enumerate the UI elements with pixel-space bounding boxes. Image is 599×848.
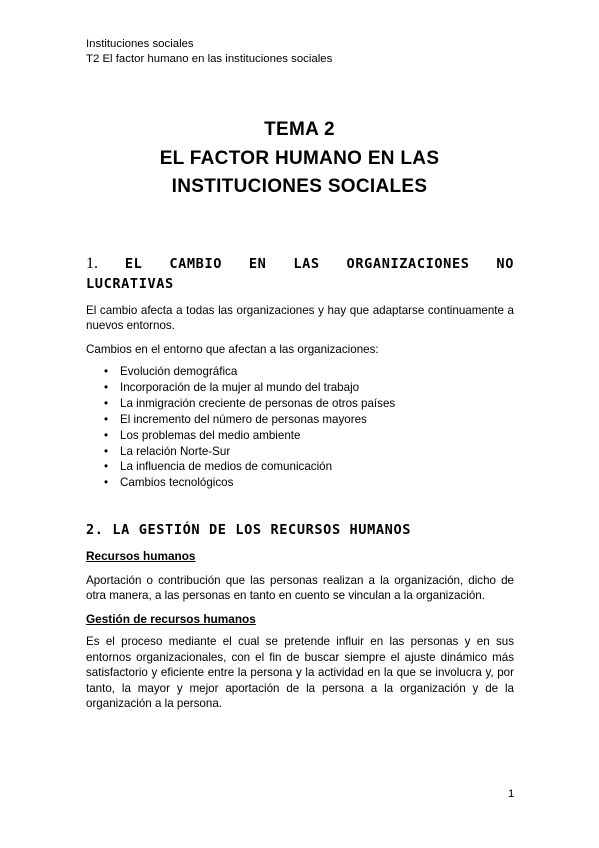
bullet-icon: • (104, 460, 109, 474)
list-item: • Incorporación de la mujer al mundo del trabajo (104, 380, 360, 394)
list-item: • La influencia de medios de comunicación (104, 460, 333, 474)
header-course-title: Instituciones sociales (86, 38, 194, 50)
section-1-heading (86, 254, 514, 294)
page-number: 1 (508, 788, 515, 800)
list-item: • El incremento del número de personas mayores (104, 412, 367, 426)
title-line-2: EL FACTOR HUMANO EN LAS (159, 147, 440, 169)
bullet-icon: • (104, 476, 109, 490)
list-item: • Los problemas del medio ambiente (104, 428, 301, 442)
section-1-paragraph-1: El cambio afecta a todas las organizaciones y hay que adaptarse continuamente a nuevos entornos. (86, 304, 514, 333)
document-title (0, 116, 599, 202)
list-item: • Evolución demográfica (104, 365, 238, 378)
section-1-heading-text: EL CAMBIO EN LAS ORGANIZACIONES NO LUCRATIVAS (86, 256, 514, 292)
running-header (86, 37, 332, 66)
bullet-icon: • (104, 380, 109, 394)
bullet-icon: • (104, 444, 109, 458)
title-line-1: TEMA 2 (264, 119, 335, 140)
bullet-icon: • (104, 428, 109, 442)
section-2-paragraph-2: Es el proceso mediante el cual se pretende influir en las personas y en sus entornos organizacionales, con el fin de buscar siempre el ajuste dinámico más satisfactorio y eficiente entre la persona y la actividad en la que se involucra y, por tanto, la mayor y mejor aportación de la persona a la organización y de la organización a la persona. (86, 635, 514, 711)
bullet-icon: • (104, 396, 109, 410)
bullet-icon: • (104, 365, 109, 378)
section-1-number: 1. (86, 255, 98, 272)
section-2-heading: 2. LA GESTIÓN DE LOS RECURSOS HUMANOS (86, 522, 412, 538)
header-topic-title: T2 El factor humano en las instituciones sociales (86, 52, 333, 65)
list-item: • La relación Norte-Sur (104, 444, 231, 458)
title-line-3: INSTITUCIONES SOCIALES (171, 176, 428, 197)
list-item: • La inmigración creciente de personas de otros países (104, 396, 396, 410)
subheading-recursos-humanos: Recursos humanos (86, 549, 196, 563)
environment-changes-list (104, 364, 395, 491)
section-1-paragraph-2: Cambios en el entorno que afectan a las organizaciones: (86, 343, 379, 356)
bullet-icon: • (104, 412, 109, 426)
list-item: • Cambios tecnológicos (104, 476, 234, 490)
subheading-gestion-recursos-humanos: Gestión de recursos humanos (86, 612, 256, 626)
section-2-paragraph-1: Aportación o contribución que las personas realizan a la organización, dicho de otra manera, a las personas en tanto en cuento se vinculan a la organización. (86, 574, 514, 603)
